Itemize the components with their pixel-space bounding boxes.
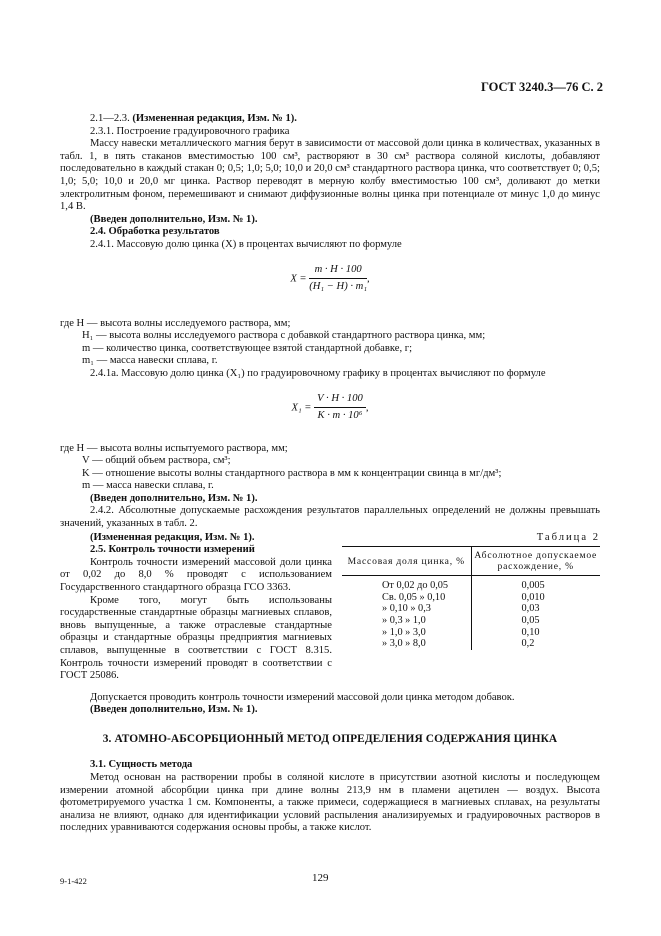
table-row (342, 576, 600, 592)
table-header-cell: Абсолютное допускаемое расхождение, % (471, 547, 600, 576)
table-caption: Таблица 2 (536, 531, 600, 543)
table-cell: » 1,0 » 3,0 (342, 627, 471, 639)
formula-2 (60, 393, 600, 433)
table-row (342, 638, 600, 650)
table-cell: 0,2 (521, 638, 535, 650)
page-header: ГОСТ 3240.3—76 С. 2 (480, 80, 603, 94)
chapter-heading: 3. АТОМНО-АБСОРБЦИОННЫЙ МЕТОД ОПРЕДЕЛЕНИЯ СОДЕРЖАНИЯ ЦИНКА (102, 732, 558, 745)
formula-fraction (309, 264, 367, 294)
section-heading: 3.1. Сущность метода (90, 759, 193, 771)
formula-lhs: X₁ = (291, 402, 312, 414)
table-2 (342, 546, 600, 650)
formula-fraction (314, 393, 366, 423)
table-header-row (342, 547, 600, 576)
clause-number: 2.1—2.3. (90, 113, 130, 124)
table-row (342, 603, 600, 615)
revision-note: (Введен дополнительно, Изм. № 1). (90, 492, 258, 504)
formula-tail: , (365, 402, 369, 414)
paragraph: Массу навески металлического магния берут в зависимости от массовой доли цинка в количествах, указанных в табл. 1, в пять стаканов вместимостью 100 см³, растворяют в 30 см³ раствора соляной кислоты, добавляют последовательно в каждый стакан 0; 0,5; 1,0; 5,0; 10,0 и 20,0 см³ стандартного раствора цинка, что соответствует 0; 0,5; 1,0; 5,0; 10,0 и 20,0 мг цинка. Раствор переводят в мерную колбу вместимостью 100 см³, доливают до метки электролитным фоном, перемешивают и снимают диффузионные волны цинка при потенциале от минус 1,0 до минус 1,4 В. (60, 138, 600, 213)
legend-line: где H — высота волны исследуемого раствора, мм; (60, 317, 291, 329)
table-cell: » 0,3 » 1,0 (342, 615, 471, 627)
paragraph: 2.4.1. Массовую долю цинка (X) в процентах вычисляют по формуле (90, 238, 402, 250)
formula-numerator: m · H · 100 (309, 264, 367, 280)
left-column (60, 532, 332, 683)
revision-note: (Измененная редакция, Изм. № 1). (132, 113, 297, 124)
print-code: 9-1-422 (60, 876, 87, 886)
table-row (342, 592, 600, 604)
paragraph (60, 113, 600, 126)
legend-line: K — отношение высоты волны стандартного раствора в мм к концентрации свинца в мг/дм³; (82, 467, 502, 479)
paragraph: 2.4.2. Абсолютные допускаемые расхождения результатов параллельных определений не должны превышать значений, указанных в табл. 2. (60, 505, 600, 530)
legend-line: m₁ — масса навески сплава, г. (82, 355, 218, 367)
table-cell: 0,10 (521, 626, 540, 638)
legend-line: где H — высота волны испытуемого раствора, мм; (60, 442, 288, 454)
legend-line: H₁ — высота волны исследуемого раствора с добавкой стандартного раствора цинка, мм; (82, 330, 486, 342)
formula-denominator: (H₁ − H) · m₁ (309, 281, 368, 293)
document-body (60, 113, 600, 835)
section-heading: 2.5. Контроль точности измерений (90, 544, 255, 556)
legend-line: V — общий объем раствора, см³; (82, 455, 231, 467)
table-cell: 0,05 (521, 615, 540, 627)
formula-numerator: V · H · 100 (314, 393, 366, 409)
legend-line: m — масса навески сплава, г. (82, 480, 214, 492)
revision-note: (Введен дополнительно, Изм. № 1). (90, 704, 258, 716)
table-cell: 0,005 (521, 580, 545, 592)
table-2-block (342, 532, 600, 650)
paragraph: Метод основан на растворении пробы в соляной кислоте в присутствии азотной кислоты и последующем измерении атомной абсорбции цинка при длине волны 213,9 нм в пламени ацетилен — воздух. Высота фотометрируемого участка 1 см. Компоненты, а также примеси, содержащиеся в магниевых сплавах, на результаты анализа не влияют, однако для идентификации условий распыления анализируемых и градуировочных растворов в последних уравниваются содержания основы пробы, а также кислот. (60, 772, 600, 834)
paragraph: Кроме того, могут быть использованы государственные стандартные образцы магниевых сплавов, вновь выпущенные, а также отраслевые стандартные образцы и стандартные образцы предприятия магниевых сплавов, выпущенные в соответствии с ГОСТ 8.315. Контроль точности измерений проводят в соответствии с ГОСТ 25086. (60, 594, 332, 682)
table-header-cell: Массовая доля цинка, % (342, 547, 471, 576)
table-row (342, 615, 600, 627)
table-cell: Св. 0,05 » 0,10 (342, 592, 471, 604)
table-cell: От 0,02 до 0,05 (342, 576, 471, 592)
formula-1 (60, 264, 600, 308)
table-cell: 0,03 (521, 603, 540, 615)
page-number: 129 (312, 872, 329, 884)
section-heading: 2.4. Обработка результатов (90, 226, 220, 238)
table-cell: » 0,10 » 0,3 (342, 603, 471, 615)
paragraph: Контроль точности измерений массовой доли цинка от 0,02 до 8,0 % проводят с использованием Государственного стандартного образца ГСО 3363. (60, 556, 332, 594)
table-cell: » 3,0 » 8,0 (342, 638, 471, 650)
formula-tail: , (367, 273, 370, 285)
revision-note: (Введен дополнительно, Изм. № 1). (90, 213, 258, 225)
table-cell: 0,010 (521, 591, 545, 603)
subsection-title: 2.3.1. Построение градуировочного графика (90, 125, 290, 137)
formula-lhs: X = (290, 273, 307, 285)
two-column-block (60, 532, 600, 692)
legend-line: m — количество цинка, соответствующее взятой стандартной добавке, г; (82, 342, 413, 354)
paragraph: 2.4.1а. Массовую долю цинка (X₁) по градуировочному графику в процентах вычисляют по формуле (90, 367, 546, 379)
revision-note: (Измененная редакция, Изм. № 1). (90, 531, 255, 543)
formula-denominator: K · m · 10⁶ (317, 410, 363, 422)
paragraph: Допускается проводить контроль точности измерений массовой доли цинка методом добавок. (90, 691, 515, 703)
table-row (342, 627, 600, 639)
